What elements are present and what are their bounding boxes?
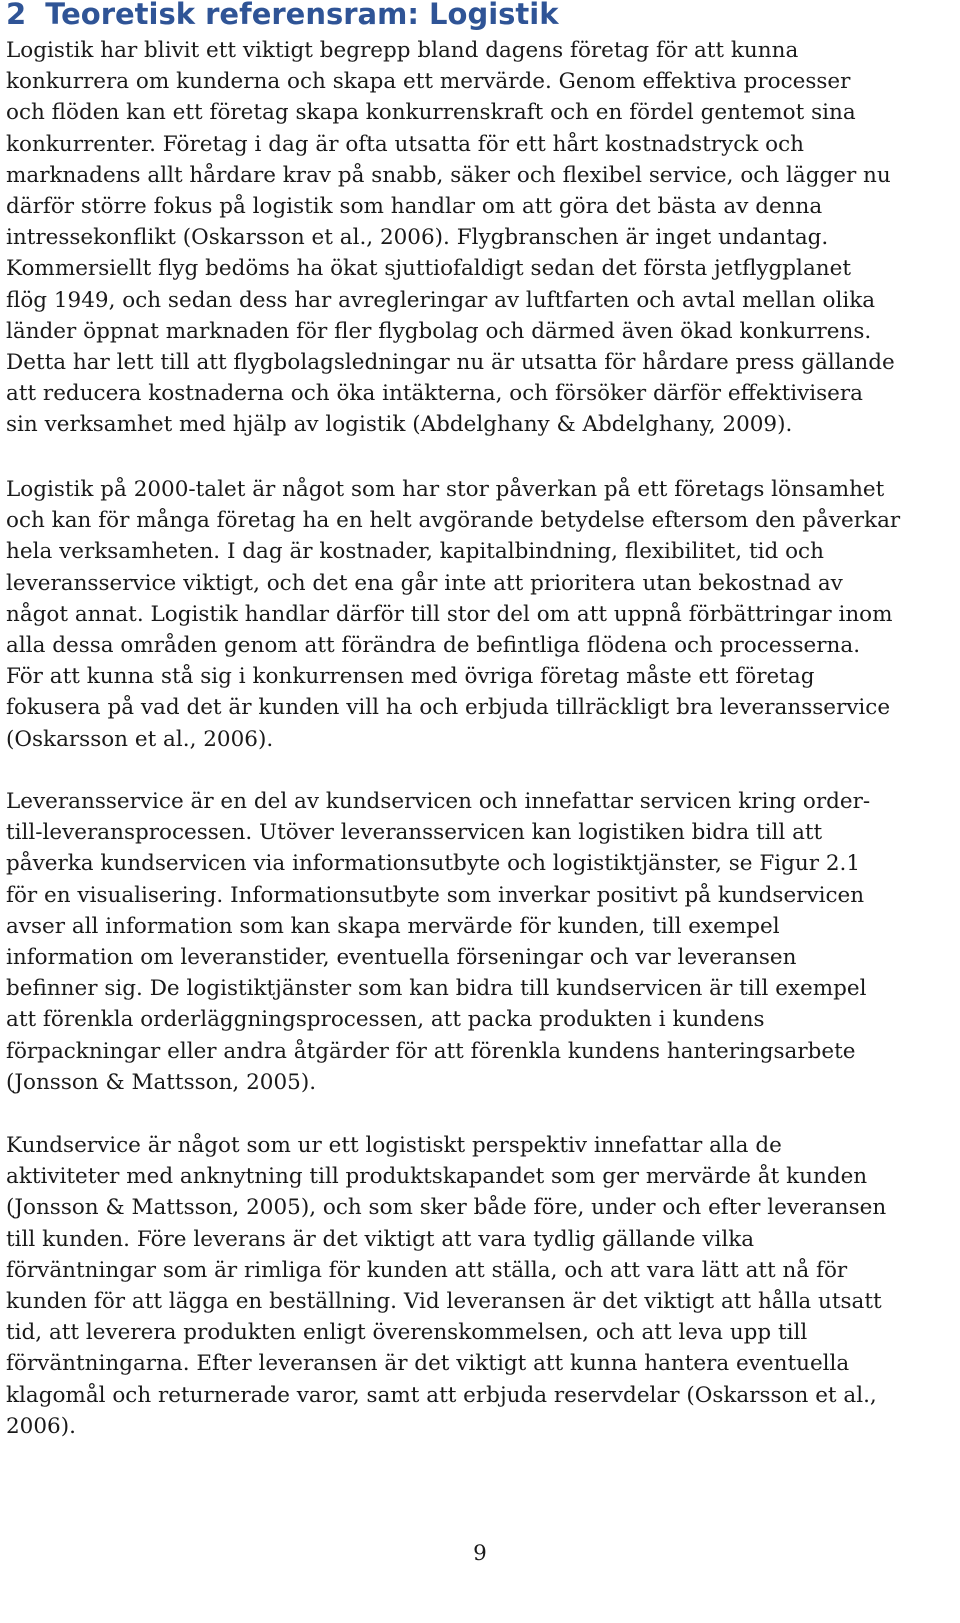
paragraph-4: Kundservice är något som ur ett logistiskt perspektiv innefattar alla de aktiviteter med anknytning till produktskapandet som ger mervärde åt kunden (Jonsson & Mattsson, 2005), och som sker både före, under och efter leveransen till kunden. Före leverans är det viktigt att vara tydlig gällande vilka förväntningar som är rimliga för kunden att ställa, och att vara lätt att nå för kunden för att lägga en beställning. Vid leveransen är det viktigt att hålla utsatt tid, att leverera produkten enligt överenskommelsen, och att leva upp till förväntningarna. Efter leveransen är det viktigt att kunna hantera eventuella klagomål och returnerade varor, samt att erbjuda reservdelar (Oskarsson et al., 2006). xyxy=(6,1133,887,1439)
paragraph-1: Logistik har blivit ett viktigt begrepp bland dagens företag för att kunna konkurrera om kunderna och skapa ett mervärde. Genom effektiva processer och flöden kan ett företag skapa konkurrenskraft och en fördel gentemot sina konkurrenter. Företag i dag är ofta utsatta för ett hårt kostnadstryck och marknadens allt hårdare krav på snabb, säker och flexibel service, och lägger nu därför större fokus på logistik som handlar om att göra det bästa av denna intressekonflikt (Oskarsson et al., 2006). Flygbranschen är inget undantag. Kommersiellt flyg bedöms ha ökat sjuttiofaldigt sedan det första jetflygplanet flög 1949, och sedan dess har avregleringar av luftfarten och avtal mellan olika länder öppnat marknaden för fler flygbolag och därmed även ökad konkurrens. Detta har lett till att flygbolagsledningar nu är utsatta för hårdare press gällande att reducera kostnaderna och öka intäkterna, och försöker därför effektivisera sin verksamhet med hjälp av logistik (Abdelghany & Abdelghany, 2009). xyxy=(6,38,895,438)
paragraph-3: Leveransservice är en del av kundservicen och innefattar servicen kring order- till-leveransprocessen. Utöver leveransservicen kan logistiken bidra till att påverka kundservicen via informationsutbyte och logistiktjänster, se Figur 2.1 för en visualisering. Informationsutbyte som inverkar positivt på kundservicen avser all information som kan skapa mervärde för kunden, till exempel information om leveranstider, eventuella förseningar och var leveransen befinner sig. De logistiktjänster som kan bidra till kundservicen är till exempel att förenkla orderläggningsprocessen, att packa produkten i kundens förpackningar eller andra åtgärder för att förenkla kundens hanteringsarbete (Jonsson & Mattsson, 2005). xyxy=(6,789,871,1095)
paragraph-2: Logistik på 2000-talet är något som har stor påverkan på ett företags lönsamhet och kan för många företag ha en helt avgörande betydelse eftersom den påverkar hela verksamheten. I dag är kostnader, kapitalbindning, flexibilitet, tid och leveransservice viktigt, och det ena går inte att prioritera utan bekostnad av något annat. Logistik handlar därför till stor del om att uppnå förbättringar inom alla dessa områden genom att förändra de befintliga flödena och processerna. För att kunna stå sig i konkurrensen med övriga företag måste ett företag fokusera på vad det är kunden vill ha och erbjuda tillräckligt bra leveransservice (Oskarsson et al., 2006). xyxy=(6,477,901,752)
section-heading xyxy=(6,0,559,34)
section-number: 2 xyxy=(6,0,27,31)
section-title: Teoretisk referensram: Logistik xyxy=(45,0,559,31)
page-number: 9 xyxy=(473,1541,487,1566)
